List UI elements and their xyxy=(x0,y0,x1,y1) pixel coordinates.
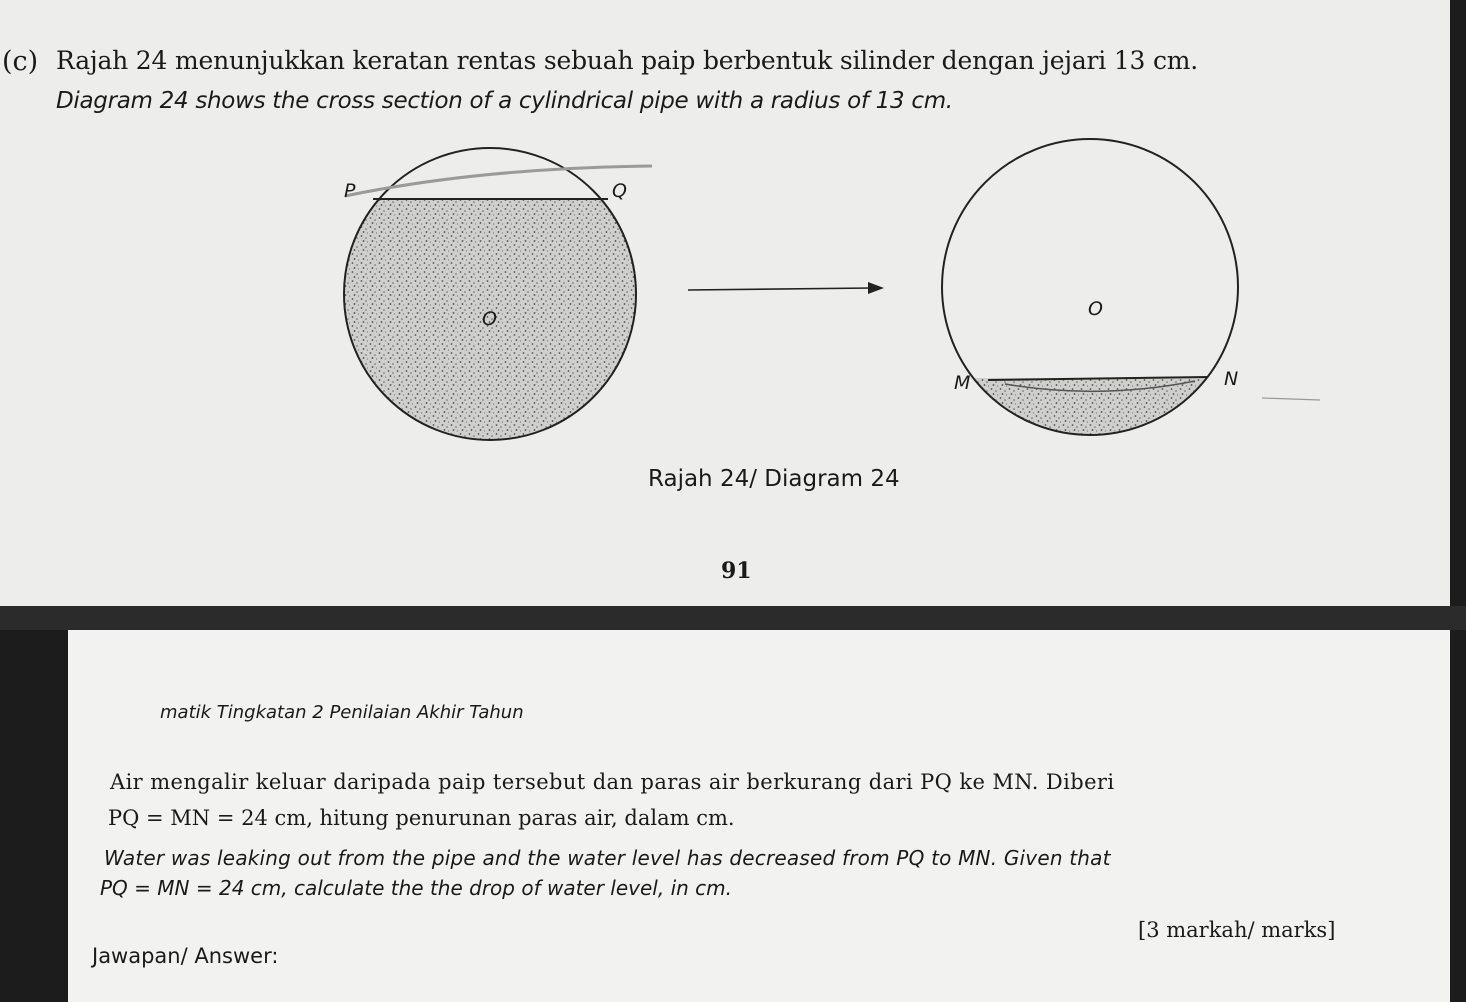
label-q: Q xyxy=(612,180,627,202)
label-p: P xyxy=(344,180,356,202)
question-label: (c) xyxy=(2,46,39,77)
pencil-stroke xyxy=(345,166,652,196)
question-part-malay-line2: PQ = MN = 24 cm, hitung penurunan paras air, dalam cm. xyxy=(108,806,735,830)
question-text-english: Diagram 24 shows the cross section of a cylindrical pipe with a radius of 13 cm. xyxy=(56,88,953,114)
label-o-left: O xyxy=(482,308,497,330)
arrow-right xyxy=(688,282,884,294)
question-part-english-line1: Water was leaking out from the pipe and the water level has decreased from PQ to MN. Given that xyxy=(104,846,1111,870)
page-number: 91 xyxy=(721,558,752,584)
left-pipe-cross-section xyxy=(330,148,652,459)
question-part-english-line2: PQ = MN = 24 cm, calculate the the drop of water level, in cm. xyxy=(100,876,733,900)
label-o-right: O xyxy=(1088,298,1103,320)
question-text-malay: Rajah 24 menunjukkan keratan rentas sebuah paip berbentuk silinder dengan jejari 13 cm. xyxy=(56,46,1199,75)
marks-label: [3 markah/ marks] xyxy=(1138,918,1336,942)
label-m: M xyxy=(954,372,971,394)
right-water-fill xyxy=(930,378,1250,458)
answer-label: Jawapan/ Answer: xyxy=(92,944,279,968)
page-header: matik Tingkatan 2 Penilaian Akhir Tahun xyxy=(160,702,524,723)
right-pipe-cross-section xyxy=(930,139,1320,458)
label-n: N xyxy=(1224,368,1239,390)
question-part-malay-line1: Air mengalir keluar daripada paip tersebut dan paras air berkurang dari PQ ke MN. Diberi xyxy=(110,770,1115,794)
diagram-caption: Rajah 24/ Diagram 24 xyxy=(648,466,900,492)
